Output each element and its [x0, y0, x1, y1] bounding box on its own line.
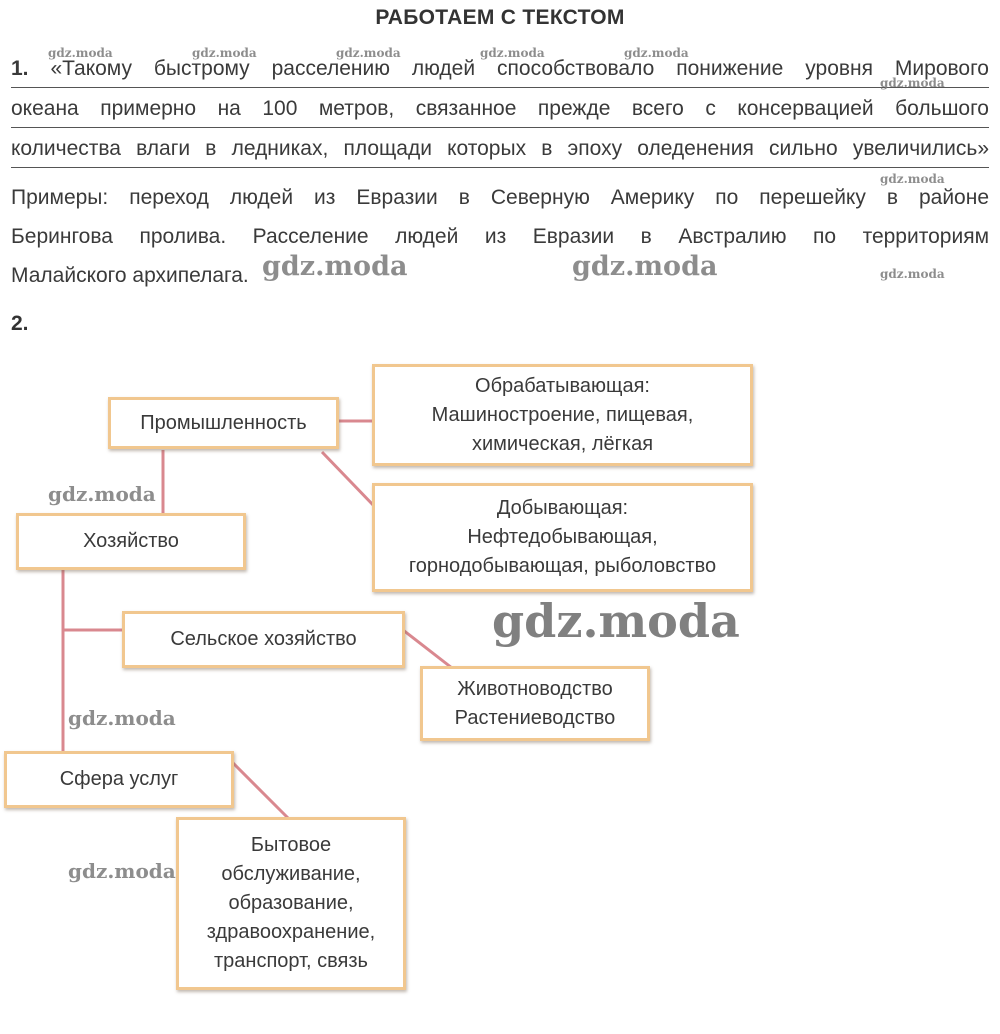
answer-line-2: Берингова пролива. Расселение людей из Евразии в Австралию по территориям [11, 225, 989, 248]
connector-services-list [232, 762, 288, 818]
watermark: gdz.moda [48, 482, 156, 506]
watermark: gdz.moda [880, 172, 945, 186]
node-services: Сфера услуг [4, 751, 234, 808]
node-processing: Обрабатывающая: Машиностроение, пищевая, химическая, лёгкая [372, 364, 753, 466]
watermark: gdz.moda [624, 46, 689, 60]
watermark: gdz.moda [262, 251, 408, 282]
node-industry: Промышленность [108, 397, 339, 449]
watermark: gdz.moda [880, 76, 945, 90]
connector-agriculture-livestock [403, 630, 452, 668]
quote-line-1: 1. «Такому быстрому расселению людей способствовало понижение уровня Мирового [11, 50, 989, 88]
watermark: gdz.moda [68, 859, 176, 883]
node-mining: Добывающая: Нефтедобывающая, горнодобывающая, рыболовство [372, 483, 753, 592]
watermark: gdz.moda [492, 594, 740, 648]
page-title: РАБОТАЕМ С ТЕКСТОМ [375, 6, 625, 29]
watermark: gdz.moda [48, 46, 113, 60]
answer-line-3: Малайского архипелага. [11, 264, 249, 287]
node-agriculture: Сельское хозяйство [122, 611, 405, 668]
watermark: gdz.moda [68, 706, 176, 730]
watermark: gdz.moda [336, 46, 401, 60]
quote-line-3: количества влаги в ледниках, площади которых в эпоху оледенения сильно увеличились» [11, 130, 989, 168]
task1-number: 1. [11, 57, 29, 80]
watermark: gdz.moda [572, 251, 718, 282]
answer-line-1: Примеры: переход людей из Евразии в Северную Америку по перешейку в районе [11, 186, 989, 209]
watermark: gdz.moda [880, 267, 945, 281]
task2-number: 2. [11, 312, 29, 335]
node-livestock: Животноводство Растениеводство [420, 666, 650, 741]
watermark: gdz.moda [480, 46, 545, 60]
node-economy: Хозяйство [16, 513, 246, 570]
watermark: gdz.moda [192, 46, 257, 60]
quote-line-2: океана примерно на 100 метров, связанное прежде всего с консервацией большого [11, 90, 989, 128]
connector-industry-mining [322, 452, 376, 508]
node-services-list: Бытовое обслуживание, образование, здравоохранение, транспорт, связь [176, 817, 406, 990]
